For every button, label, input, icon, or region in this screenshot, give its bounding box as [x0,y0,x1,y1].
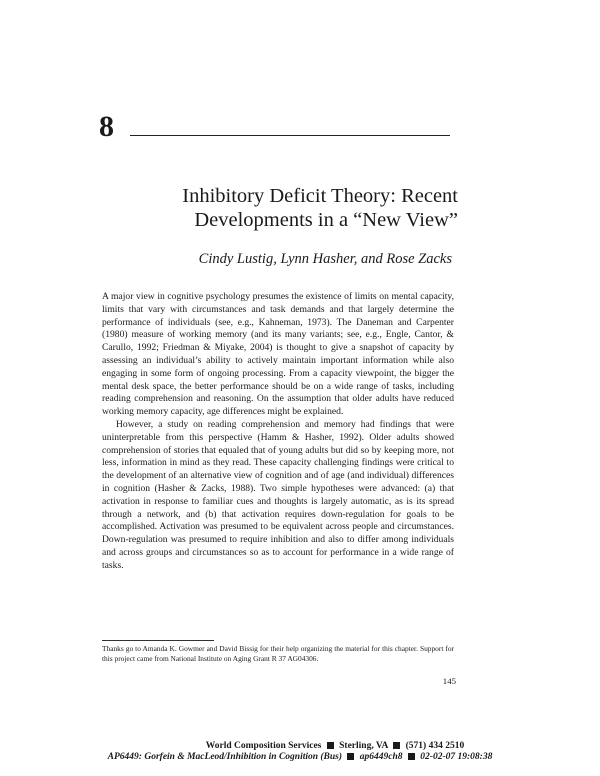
footer-date: 02-02-07 19:08:38 [420,752,493,762]
footnote-rule [102,640,214,641]
chapter-authors: Cindy Lustig, Lynn Hasher, and Rose Zacks [198,251,452,267]
paragraph: A major view in cognitive psychology presumes the existence of limits on mental capacity, limits that vary with circumstances and task demands and that largely determine the performance of individuals (see, e.g., Kahneman, 1973). The Daneman and Carpenter (1980) measure of working memory (and its many variants; see, e.g., Engle, Cantor, & Carullo, 1992; Friedman & Miyake, 2004) is thought to give a snapshot of capacity by assessing an individual’s ability to actively maintain important information while also engaging in some form of ongoing processing. From a capacity viewpoint, the bigger the mental desk space, the better performance should be on a wide range of tasks, including reading comprehension and reasoning. On the assumption that older adults have reduced working memory capacity, age differences might be explained. [102,291,454,418]
footer-phone: (571) 434 2510 [405,741,465,751]
body-text [102,291,454,573]
footer-file: ap6449ch8 [359,752,403,762]
printer-footer-line2 [0,752,600,762]
chapter-number: 8 [99,110,114,143]
paragraph: However, a study on reading comprehension and memory had findings that were uninterpretable from this perspective (Hamm & Hasher, 1992). Older adults showed comprehension of stories that equaled that of young adults but did so by keeping more, not less, information in mind as they read. These capacity challenging findings were critical to the development of an alternative view of cognition and of age (and individual) differences in cognition (Hasher & Zacks, 1988). Two simple hypotheses were advanced: (a) that activation in response to familiar cues and thoughts is largely automatic, as is its spread through a network, and (b) that activation requires down-regulation for goals to be accomplished. Activation was presumed to be equivalent across people and circumstances. Down-regulation was presumed to require inhibition and also to differ among individuals and across groups and circumstances so as to account for performance in a wide range of tasks. [102,418,454,571]
footer-company: World Composition Services [205,741,322,751]
square-bullet-icon [347,753,354,760]
chapter-title-line1: Inhibitory Deficit Theory: Recent [182,185,458,207]
square-bullet-icon [393,742,400,749]
printer-footer-line1 [100,741,570,751]
chapter-title [100,184,458,232]
footnote: Thanks go to Amanda K. Gowmer and David Bissig for their help organizing the material for this chapter. Support for this project came from National Institute on Aging Grant R 37 AG04306. [102,644,454,663]
square-bullet-icon [408,753,415,760]
chapter-title-line2: Developments in a “New View” [194,209,458,231]
footer-city: Sterling, VA [339,741,388,751]
square-bullet-icon [327,742,334,749]
footer-job: AP6449: Gorfein & MacLeod/Inhibition in Cognition (Bus) [107,752,343,762]
page-number: 145 [442,676,456,686]
chapter-rule [130,135,450,136]
